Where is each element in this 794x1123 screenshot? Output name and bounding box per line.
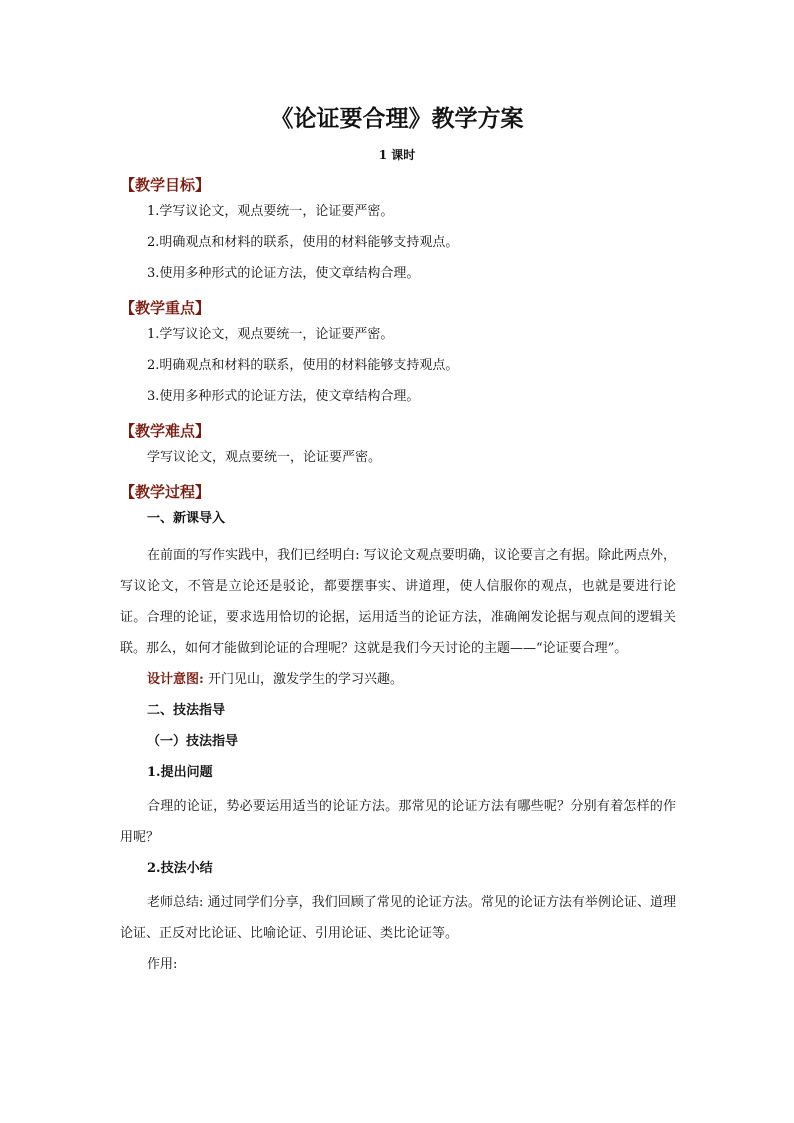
section-heading-process: 【教学过程】: [120, 483, 211, 501]
part1-heading: 一、新课导入: [147, 511, 226, 526]
part2-heading: 二、技法指导: [147, 703, 226, 718]
section-heading-key-points: 【教学重点】: [120, 299, 211, 317]
design-intent-text: 开门见山，激发学生的学习兴趣。: [203, 672, 403, 687]
objective-item: 1.学写议论文，观点要统一，论证要严密。: [147, 204, 394, 219]
page-title: 《论证要合理》教学方案: [270, 105, 524, 132]
objective-item: 3.使用多种形式的论证方法，使文章结构合理。: [147, 266, 420, 281]
sub1-heading: （一）技法指导: [147, 734, 239, 749]
question2-tail: 作用:: [147, 957, 178, 972]
question1-heading: 1.提出问题: [147, 765, 213, 780]
part1-paragraph: 在前面的写作实践中，我们已经明白: 写议论文观点要明确，议论要言之有据。除此两点外，写议论文，不管是立论还是驳论，都要摆事实、讲道理，使人信服你的观点，也就是要进行论证。合理的论证，要求选用恰切的论据，运用适当的论证方法，准确阐发论据与观点间的逻辑关联。那么，如何才能做到论证的合理呢？这就是我们今天讨论的主题——“论证要合理”。: [120, 548, 676, 656]
section-heading-difficulty: 【教学难点】: [120, 422, 211, 440]
key-point-item: 2.明确观点和材料的联系，使用的材料能够支持观点。: [147, 358, 459, 373]
question2-heading: 2.技法小结: [147, 861, 213, 876]
objective-item: 2.明确观点和材料的联系，使用的材料能够支持观点。: [147, 235, 459, 250]
design-intent-label: 设计意图:: [147, 672, 204, 687]
page-subtitle: 1 课时: [378, 148, 416, 162]
question2-paragraph: 老师总结: 通过同学们分享，我们回顾了常见的论证方法。常见的论证方法有举例论证、道理论证、正反对比论证、比喻论证、引用论证、类比论证等。: [120, 895, 676, 941]
section-heading-objectives: 【教学目标】: [120, 176, 211, 194]
key-point-item: 1.学写议论文，观点要统一，论证要严密。: [147, 327, 394, 342]
difficulty-text: 学写议论文，观点要统一，论证要严密。: [147, 450, 382, 465]
document-body: [120, 172, 676, 980]
key-point-item: 3.使用多种形式的论证方法，使文章结构合理。: [147, 389, 420, 404]
design-intent: [147, 670, 676, 690]
question1-paragraph: 合理的论证，势必要运用适当的论证方法。那常见的论证方法有哪些呢？分别有着怎样的作用呢？: [120, 799, 676, 845]
